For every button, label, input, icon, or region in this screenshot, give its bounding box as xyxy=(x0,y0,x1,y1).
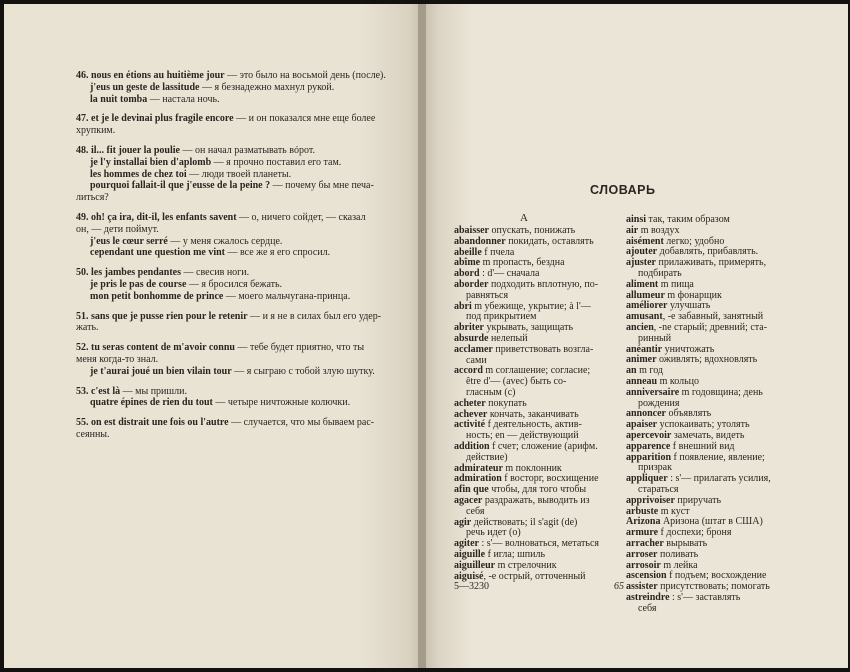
headword: améliorer xyxy=(626,300,668,312)
note-number: 51. xyxy=(76,310,89,322)
definition: f игла; шпиль xyxy=(485,548,546,560)
definition: равняться xyxy=(466,289,509,301)
russian-translation: — мы пришли. xyxy=(120,385,187,397)
definition: стараться xyxy=(638,483,679,495)
note-number: 53. xyxy=(76,385,89,397)
headword: abriter xyxy=(454,322,484,334)
book-gutter xyxy=(418,4,426,668)
headword: admirateur xyxy=(454,462,503,474)
definition: m годовщина; день xyxy=(679,386,763,398)
russian-translation: меня когда-то знал. xyxy=(76,353,159,365)
russian-translation: — настала ночь. xyxy=(147,93,220,105)
russian-translation: — тебе будет приятно, что ты xyxy=(234,342,365,354)
definition: f доспехи; броня xyxy=(658,527,732,539)
definition: m воздух xyxy=(638,224,680,236)
definition: присутствовать; помогать xyxy=(657,581,770,593)
definition: f пчела xyxy=(481,246,515,258)
note-item xyxy=(76,342,416,377)
definition: m пропасть, бездна xyxy=(480,257,565,269)
note-item xyxy=(76,311,416,335)
russian-translation: — я сыграю с тобой злую шутку. xyxy=(231,365,375,377)
definition: замечать, видеть xyxy=(671,429,745,441)
russian-translation: — он начал разматывать вóрот. xyxy=(179,144,315,156)
headword: aiguille xyxy=(454,548,486,560)
definition: , -e забавный, занятный xyxy=(662,311,764,323)
headword: annoncer xyxy=(626,408,666,420)
definition: приветствовать возгла- xyxy=(492,343,594,355)
note-line xyxy=(76,94,416,106)
dictionary-title: СЛОВАРЬ xyxy=(590,183,656,197)
french-phrase: tu seras content de m'avoir connu xyxy=(91,342,235,354)
headword: abandonner xyxy=(454,235,506,247)
headword: animer xyxy=(626,354,657,366)
headword: aiguisé xyxy=(454,570,484,582)
headword: aiguilleur xyxy=(454,559,496,571)
headword: apprivoiser xyxy=(626,494,675,506)
headword: afin que xyxy=(454,484,489,496)
headword: arroser xyxy=(626,548,658,560)
headword: aisément xyxy=(626,235,664,247)
definition: оживлять; вдохновлять xyxy=(656,354,758,366)
definition: под прикрытием xyxy=(466,311,537,323)
definition: m год xyxy=(636,365,663,377)
definition: речь идет (о) xyxy=(466,527,521,539)
definition: , -ne старый; древний; ста- xyxy=(653,321,768,333)
headword: apaiser xyxy=(626,419,658,431)
definition: призрак xyxy=(638,462,672,474)
headword: abord xyxy=(454,268,480,280)
french-phrase: oh! ça ira, dit-il, les enfants savent xyxy=(91,211,237,223)
definition: объявлять xyxy=(666,408,712,420)
note-line xyxy=(76,224,416,236)
definition: рождения xyxy=(638,397,680,409)
headword: an xyxy=(626,365,637,377)
note-number: 52. xyxy=(76,342,89,354)
french-phrase: sans que je pusse rien pour le retenir xyxy=(91,310,248,322)
definition: f восторг, восхищение xyxy=(501,473,599,485)
definition: сами xyxy=(466,354,487,366)
headword: abîme xyxy=(454,257,481,269)
definition: вырывать xyxy=(663,537,708,549)
french-phrase: je pris le pas de course xyxy=(90,278,187,290)
headword: astreindre xyxy=(626,591,670,603)
french-phrase: je l'y installai bien d'aplomb xyxy=(90,156,212,168)
definition: m соглашение; согласие; xyxy=(482,365,591,377)
note-item xyxy=(76,417,416,441)
definition: действовать; il s'agit (de) xyxy=(471,516,578,528)
note-line xyxy=(76,366,416,378)
headword: ajouter xyxy=(626,246,658,258)
note-number: 46. xyxy=(76,70,89,81)
note-number: 47. xyxy=(76,113,89,125)
headword: air xyxy=(626,224,639,236)
definition: : s'— волноваться, метаться xyxy=(479,538,599,550)
russian-translation: хрупким. xyxy=(76,125,116,137)
definition: добавлять, прибавлять. xyxy=(657,246,759,258)
definition: f появление, явление; xyxy=(671,451,765,463)
definition: уничтожать xyxy=(662,343,715,355)
note-line xyxy=(76,236,416,248)
note-item xyxy=(76,212,416,259)
headword: anéantir xyxy=(626,343,663,355)
headword: allumeur xyxy=(626,289,665,301)
headword: appliquer xyxy=(626,473,668,485)
printer-signature: 5—3230 xyxy=(454,581,489,592)
note-line xyxy=(76,322,416,334)
note-line xyxy=(76,279,416,291)
headword: addition xyxy=(454,440,490,452)
headword: abeille xyxy=(454,246,482,258)
definition: ринный xyxy=(638,332,672,344)
definition: прилаживать, примерять, xyxy=(656,257,767,269)
note-line xyxy=(76,125,416,137)
definition: нелепый xyxy=(488,332,528,344)
headword: ascension xyxy=(626,570,667,582)
headword: ainsi xyxy=(626,214,647,225)
note-line xyxy=(76,113,416,125)
note-line xyxy=(76,157,416,169)
russian-translation: — моего мальчугана-принца. xyxy=(223,290,351,302)
note-line xyxy=(76,311,416,323)
note-line xyxy=(76,429,416,441)
definition: покидать, оставлять xyxy=(505,235,594,247)
russian-translation: — почему бы мне печа- xyxy=(270,180,374,192)
definition: m куст xyxy=(658,505,690,517)
section-letter: A xyxy=(520,212,528,224)
headword: armure xyxy=(626,527,659,539)
headword: assister xyxy=(626,581,658,593)
definition: подбирать xyxy=(638,267,682,279)
headword: apercevoir xyxy=(626,429,672,441)
dictionary-column-right xyxy=(626,215,794,614)
note-item xyxy=(76,267,416,302)
headword: abri xyxy=(454,300,472,312)
definition: гласным (с) xyxy=(466,386,516,398)
russian-translation: сеянны. xyxy=(76,428,110,440)
russian-translation: — я бросился бежать. xyxy=(186,278,283,290)
note-line xyxy=(76,180,416,192)
note-item xyxy=(76,386,416,410)
note-line xyxy=(76,70,416,82)
french-phrase: la nuit tomba xyxy=(90,93,148,105)
definition: действие) xyxy=(466,451,508,463)
russian-translation: — люди твоей планеты. xyxy=(186,168,292,180)
note-item xyxy=(76,70,416,105)
russian-translation: — о, ничего сойдет, — сказал xyxy=(236,211,366,223)
definition: подходить вплотную, по- xyxy=(488,278,599,290)
definition: покупать xyxy=(485,397,527,409)
definition: так, таким образом xyxy=(646,214,730,225)
french-phrase: c'est là xyxy=(91,385,121,397)
note-line xyxy=(76,417,416,429)
headword: achever xyxy=(454,408,488,420)
french-phrase: quatre épines de rien du tout xyxy=(90,397,213,409)
definition: кончать, заканчивать xyxy=(487,408,579,420)
headword: abaisser xyxy=(454,225,489,236)
russian-translation: — и он показался мне еще более xyxy=(233,113,376,125)
french-phrase: mon petit bonhomme de prince xyxy=(90,290,224,302)
headword: ajuster xyxy=(626,257,656,269)
russian-translation: — свесив ноги. xyxy=(181,267,250,279)
french-phrase: cependant une question me vint xyxy=(90,247,226,259)
russian-translation: — у меня сжалось сердце. xyxy=(167,235,283,247)
dictionary-entry xyxy=(626,604,794,615)
russian-translation: — все же я его спросил. xyxy=(225,247,331,259)
note-line xyxy=(76,342,416,354)
note-number: 55. xyxy=(76,417,89,429)
definition: f деятельность, актив- xyxy=(485,419,582,431)
headword: ancien xyxy=(626,321,654,333)
headword: Arizona xyxy=(626,516,661,528)
headword: arracher xyxy=(626,537,664,549)
headword: absurde xyxy=(454,332,489,344)
definition: опускать, понижать xyxy=(489,225,576,236)
note-line xyxy=(76,145,416,157)
notes-list xyxy=(76,70,416,449)
definition: m пища xyxy=(658,278,694,290)
note-line xyxy=(76,212,416,224)
russian-translation: — это было на восьмой день (после). xyxy=(224,70,386,81)
note-line xyxy=(76,354,416,366)
definition: m стрелочник xyxy=(495,559,557,571)
definition: f внешний вид xyxy=(670,440,735,452)
definition: успокаивать; утолять xyxy=(657,419,750,431)
definition: m лейка xyxy=(660,559,698,571)
russian-translation: — я безнадежно махнул рукой. xyxy=(199,81,335,93)
french-phrase: les hommes de chez toi xyxy=(90,168,187,180)
note-item xyxy=(76,145,416,204)
definition: : s'— прилагать усилия, xyxy=(667,473,771,485)
headword: aborder xyxy=(454,278,489,290)
definition: укрывать, защищать xyxy=(484,322,574,334)
left-page xyxy=(4,4,422,668)
definition: m убежище, укрытие; à l'— xyxy=(471,300,591,312)
headword: accord xyxy=(454,365,483,377)
russian-translation: жать. xyxy=(76,322,99,334)
definition: приручать xyxy=(674,494,722,506)
note-line xyxy=(76,386,416,398)
definition: m поклонник xyxy=(502,462,562,474)
definition: легко; удобно xyxy=(663,235,725,247)
russian-translation: — четыре ничтожные колючки. xyxy=(212,397,351,409)
headword: anneau xyxy=(626,375,658,387)
french-phrase: on est distrait une fois ou l'autre xyxy=(91,417,229,429)
russian-translation: — и я не в силах был его удер- xyxy=(247,310,382,322)
definition: m кольцо xyxy=(657,375,700,387)
headword: agiter xyxy=(454,538,479,550)
definition: ность; en — действующий xyxy=(466,430,579,442)
french-phrase: il... fit jouer la poulie xyxy=(91,144,180,156)
note-line xyxy=(76,169,416,181)
french-phrase: nous en étions au huitième jour xyxy=(91,70,225,81)
headword: amusant xyxy=(626,311,663,323)
headword: admiration xyxy=(454,473,502,485)
note-line xyxy=(76,267,416,279)
russian-translation: он, — дети поймут. xyxy=(76,223,159,235)
note-item xyxy=(76,113,416,137)
french-phrase: pourquoi fallait-il que j'eusse de la peine ? xyxy=(90,180,271,192)
headword: arbuste xyxy=(626,505,659,517)
russian-translation: литься? xyxy=(76,192,109,204)
russian-translation: — случается, что мы бываем рас- xyxy=(228,417,375,429)
definition: чтобы, для того чтобы xyxy=(488,484,587,496)
note-number: 49. xyxy=(76,211,89,223)
definition: : d'— сначала xyxy=(479,268,540,280)
definition: раздражать, выводить из xyxy=(482,494,590,506)
headword: apparition xyxy=(626,451,672,463)
russian-translation: — я прочно поставил его там. xyxy=(211,156,342,168)
headword: acclamer xyxy=(454,343,493,355)
headword: activité xyxy=(454,419,486,431)
definition: себя xyxy=(466,505,485,517)
headword: arrosoir xyxy=(626,559,661,571)
french-phrase: j'eus un geste de lassitude xyxy=(90,81,200,93)
french-phrase: je t'aurai joué un bien vilain tour xyxy=(90,365,232,377)
headword: aliment xyxy=(626,278,659,290)
definition: m фонарщик xyxy=(664,289,722,301)
french-phrase: les jambes pendantes xyxy=(91,267,182,279)
definition: , -e острый, отточенный xyxy=(483,570,586,582)
note-line xyxy=(76,397,416,409)
dictionary-column-left xyxy=(454,226,622,582)
headword: agacer xyxy=(454,494,483,506)
definition: être d'— (avec) быть со- xyxy=(466,376,567,388)
definition: f подъем; восхождение xyxy=(666,570,767,582)
definition: поливать xyxy=(657,548,699,560)
note-line xyxy=(76,247,416,259)
note-number: 50. xyxy=(76,267,89,279)
note-number: 48. xyxy=(76,144,89,156)
french-phrase: et je le devinai plus fragile encore xyxy=(91,113,234,125)
note-line xyxy=(76,192,416,204)
headword: acheter xyxy=(454,397,486,409)
page-number: 65 xyxy=(614,581,624,592)
definition: себя xyxy=(638,602,657,614)
french-phrase: j'eus le cœur serré xyxy=(90,235,168,247)
definition: улучшать xyxy=(667,300,711,312)
note-line xyxy=(76,291,416,303)
headword: apparence xyxy=(626,440,671,452)
definition: Аризона (штат в США) xyxy=(660,516,763,528)
headword: agir xyxy=(454,516,472,528)
headword: anniversaire xyxy=(626,386,680,398)
note-line xyxy=(76,82,416,94)
definition: : s'— заставлять xyxy=(669,591,741,603)
definition: f счет; сложение (арифм. xyxy=(489,440,598,452)
